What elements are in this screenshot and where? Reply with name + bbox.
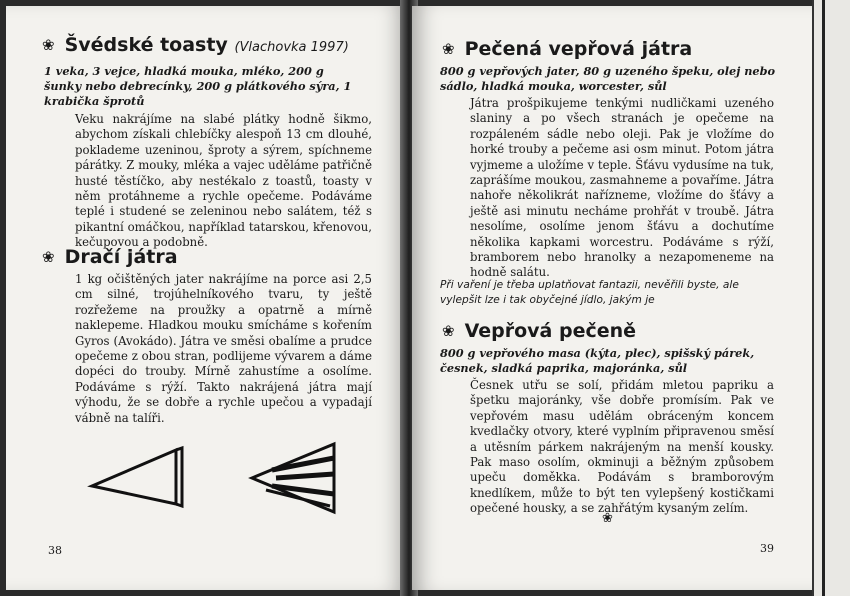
- recipe-title-draci-jatra: [42, 246, 178, 268]
- intro-note: Při vaření je třeba uplatňovat fantazii, nevěřili byste, ale vylepšit lze i tak obyčejné jídlo, jakým je: [440, 279, 739, 306]
- recipe-text-svedske-toasty: Veku nakrájíme na slabé plátky hodně šikmo, abychom získali chlebíčky alespoň 13 cm dlouhé, poklademe uzeninou, šproty a sýrem, spíchneme párátky. Z mouky, mléka a vajec uděláme patřičně husté těstíčko, aby nestékalo z toastů, toasty v něm protáhneme a rychle opečeme. Podáváme teplé i studené se zeleninou nebo salátem, též s pikantní omáčkou, například tatarskou, křenovou, kečupovou a podobně.: [75, 112, 372, 250]
- ingredients-pecena-veprova-jatra: 800 g vepřových jater, 80 g uzeného špeku, olej nebo sádlo, hladká mouka, worcester, sůl: [440, 64, 776, 93]
- sandwich-slice-left: [92, 450, 176, 504]
- page-number-left: 38: [48, 544, 62, 557]
- recipe-author: (Vlachovka 1997): [234, 40, 349, 55]
- recipe-title-text: Švédské toasty: [64, 34, 228, 56]
- end-ornament-icon: ❀: [602, 511, 613, 526]
- sandwich-layer-line: [272, 458, 334, 470]
- recipe-title-text: Pečená vepřová játra: [464, 38, 693, 60]
- recipe-title-text: Dračí játra: [64, 246, 178, 268]
- page-edge-strip: [822, 0, 825, 596]
- recipe-title-veprova-pecene: [442, 320, 636, 342]
- left-page: [6, 6, 406, 590]
- sandwich-layer-line: [276, 474, 334, 478]
- flower-ornament-icon: ❀: [42, 36, 55, 54]
- recipe-title-svedske-toasty: [42, 34, 349, 56]
- page-edge: [812, 0, 850, 596]
- recipe-text-veprova-pecene: Česnek utřu se solí, přidám mletou papriku a špetku majoránky, vše dobře promísím. Pak ve vepřovém masu udělám obráceným koncem kvedlačky otvory, které vyplním připravenou směsí a utěsním párkem nakrájeným na menší kousky. Pak maso osolím, okminuji a běžným způsobem upeču doměkka. Podávám s bramborovým knedlíkem, může to být ten vylepšený kostičkami opečené housky, a se zahřátým kysaným zelím.: [470, 378, 774, 516]
- page-number-right: 39: [760, 542, 774, 555]
- right-page: [412, 6, 812, 590]
- ingredients-svedske-toasty: 1 veka, 3 vejce, hladká mouka, mléko, 200 g šunky nebo debrecínky, 200 g plátkového sýra, 1 krabička šprotů: [44, 64, 352, 108]
- ingredients-veprova-pecene: 800 g vepřového masa (kýta, plec), spišský párek, česnek, sladká paprika, majoránka, sůl: [440, 346, 755, 375]
- flower-ornament-icon: ❀: [442, 40, 455, 58]
- recipe-text-pecena-veprova-jatra: Játra prošpikujeme tenkými nudličkami uzeného slaniny a po všech stranách je opečeme na rozpáleném sádle nebo oleji. Pak je vložíme do horké trouby a pečeme asi osm minut. Potom játra vyjmeme a uložíme v teple. Šťávu vydusíme na tuk, zaprášíme moukou, zasmahneme a povaříme. Játra nahoře několikrát nařízneme, vložíme do šťávy a ještě asi minutu necháme prohřát v troubě. Játra nesolíme, osolíme jenom šťávu a dochutíme několika kapkami worcestru. Podáváme s rýží, bramborem nebo hranolky a nezapomeneme na hodně salátu.: [470, 96, 774, 280]
- flower-ornament-icon: ❀: [442, 322, 455, 340]
- recipe-title-pecena-veprova-jatra: [442, 38, 692, 60]
- sandwich-illustration-icon: [84, 438, 344, 516]
- recipe-title-text: Vepřová pečeně: [464, 320, 637, 342]
- recipe-text-draci-jatra: 1 kg očištěných jater nakrájíme na porce asi 2,5 cm silné, trojúhelníkového tvaru, ty ještě rozřežeme na proužky a opatrně a mírně naklepeme. Hladkou mouku smícháme s kořením Gyros (Avokádo). Játra ve směsi obalíme a prudce opečeme z obou stran, podlijeme vývarem a dáme dopéci do trouby. Mírně zahustíme a osolíme. Podáváme s rýží. Takto nakrájená játra mají výhodu, že se dobře a rychle upečou a vypadají vábně na talíři.: [75, 272, 372, 425]
- flower-ornament-icon: ❀: [42, 248, 55, 266]
